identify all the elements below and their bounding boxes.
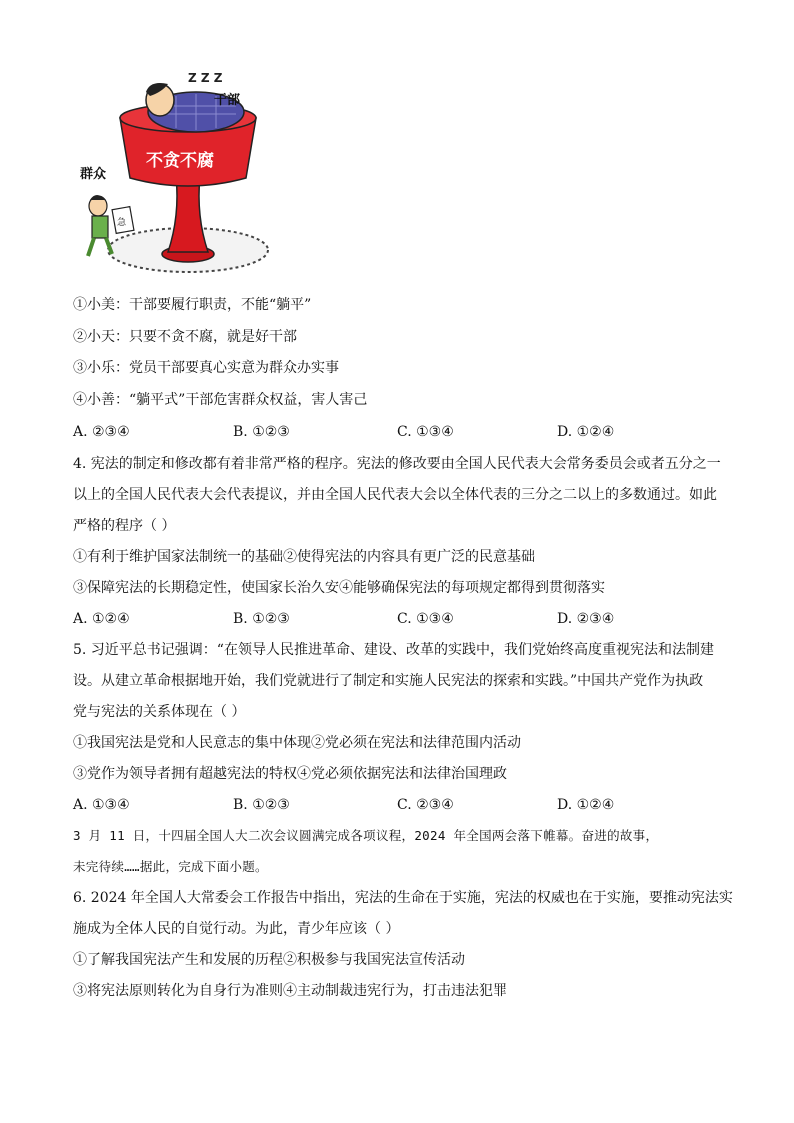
q3-statement-2: ②小天：只要不贪不腐，就是好干部	[73, 329, 297, 345]
q6-statements-3-4: ③将宪法原则转化为自身行为准则④主动制裁违宪行为，打击违法犯罪	[73, 983, 507, 999]
label-masses: 群众	[80, 167, 107, 182]
q4-stem-line-3: 严格的程序（ ）	[73, 518, 176, 534]
label-cadre: 干部	[214, 93, 241, 108]
q4-option-a[interactable]: A. ①②④	[73, 611, 130, 627]
q5-stem-line-1: 5. 习近平总书记强调：“在领导人民推进革命、建设、改革的实践中，我们党始终高度重视宪法和法制建	[73, 642, 714, 658]
q5-option-c[interactable]: C. ②③④	[397, 797, 454, 813]
q4-statements-1-2: ①有利于维护国家法制统一的基础②使得宪法的内容具有更广泛的民意基础	[73, 549, 535, 565]
q4-option-c[interactable]: C. ①③④	[397, 611, 454, 627]
q5-stem-line-3: 党与宪法的关系体现在（ ）	[73, 704, 246, 720]
q6-stem-line-2: 施成为全体人民的自觉行动。为此，青少年应该（ ）	[73, 921, 400, 937]
q4-statements-3-4: ③保障宪法的长期稳定性，使国家长治久安④能够确保宪法的每项规定都得到贯彻落实	[73, 580, 605, 596]
q3-option-c[interactable]: C. ①③④	[397, 424, 454, 440]
zzz-text: Z Z Z	[188, 71, 223, 85]
q5-option-b[interactable]: B. ①②③	[233, 797, 290, 813]
q5-option-d[interactable]: D. ①②④	[557, 797, 615, 813]
q3-statement-1: ①小美：干部要履行职责，不能“躺平”	[73, 297, 312, 313]
q3-statement-3: ③小乐：党员干部要真心实意为群众办实事	[73, 360, 339, 376]
q5-statements-3-4: ③党作为领导者拥有超越宪法的特权④党必须依据宪法和法律治国理政	[73, 766, 507, 782]
q6-statements-1-2: ①了解我国宪法产生和发展的历程②积极参与我国宪法宣传活动	[73, 952, 465, 968]
q4-stem-line-1: 4. 宪法的制定和修改都有着非常严格的程序。宪法的修改要由全国人民代表大会常务委员会或者五分之一	[73, 456, 721, 472]
q3-option-b[interactable]: B. ①②③	[233, 424, 290, 440]
q3-statement-4: ④小善：“躺平式”干部危害群众权益，害人害己	[73, 392, 368, 408]
q3-option-a[interactable]: A. ②③④	[73, 424, 130, 440]
q4-option-d[interactable]: D. ②③④	[557, 611, 615, 627]
paper-text: 急	[117, 218, 127, 228]
cup-sign-text: 不贪不腐	[146, 151, 214, 171]
context-note-line-1: 3 月 11 日，十四届全国人大二次会议圆满完成各项议程，2024 年全国两会落下帷幕。奋进的故事，	[73, 828, 659, 843]
q5-stem-line-2: 设。从建立革命根据地开始，我们党就进行了制定和实施人民宪法的探索和实践。”中国共产党作为执政	[73, 673, 704, 689]
q3-option-d[interactable]: D. ①②④	[557, 424, 615, 440]
q4-stem-line-2: 以上的全国人民代表大会代表提议，并由全国人民代表大会以全体代表的三分之二以上的多数通过。如此	[73, 487, 717, 503]
q5-statements-1-2: ①我国宪法是党和人民意志的集中体现②党必须在宪法和法律范围内活动	[73, 735, 521, 751]
cartoon-illustration	[76, 66, 276, 280]
context-note-line-2: 未完待续……据此，完成下面小题。	[73, 859, 268, 874]
q4-option-b[interactable]: B. ①②③	[233, 611, 290, 627]
q5-option-a[interactable]: A. ①③④	[73, 797, 130, 813]
q6-stem-line-1: 6. 2024 年全国人大常委会工作报告中指出，宪法的生命在于实施，宪法的权威也在于实施，要推动宪法实	[73, 890, 733, 906]
